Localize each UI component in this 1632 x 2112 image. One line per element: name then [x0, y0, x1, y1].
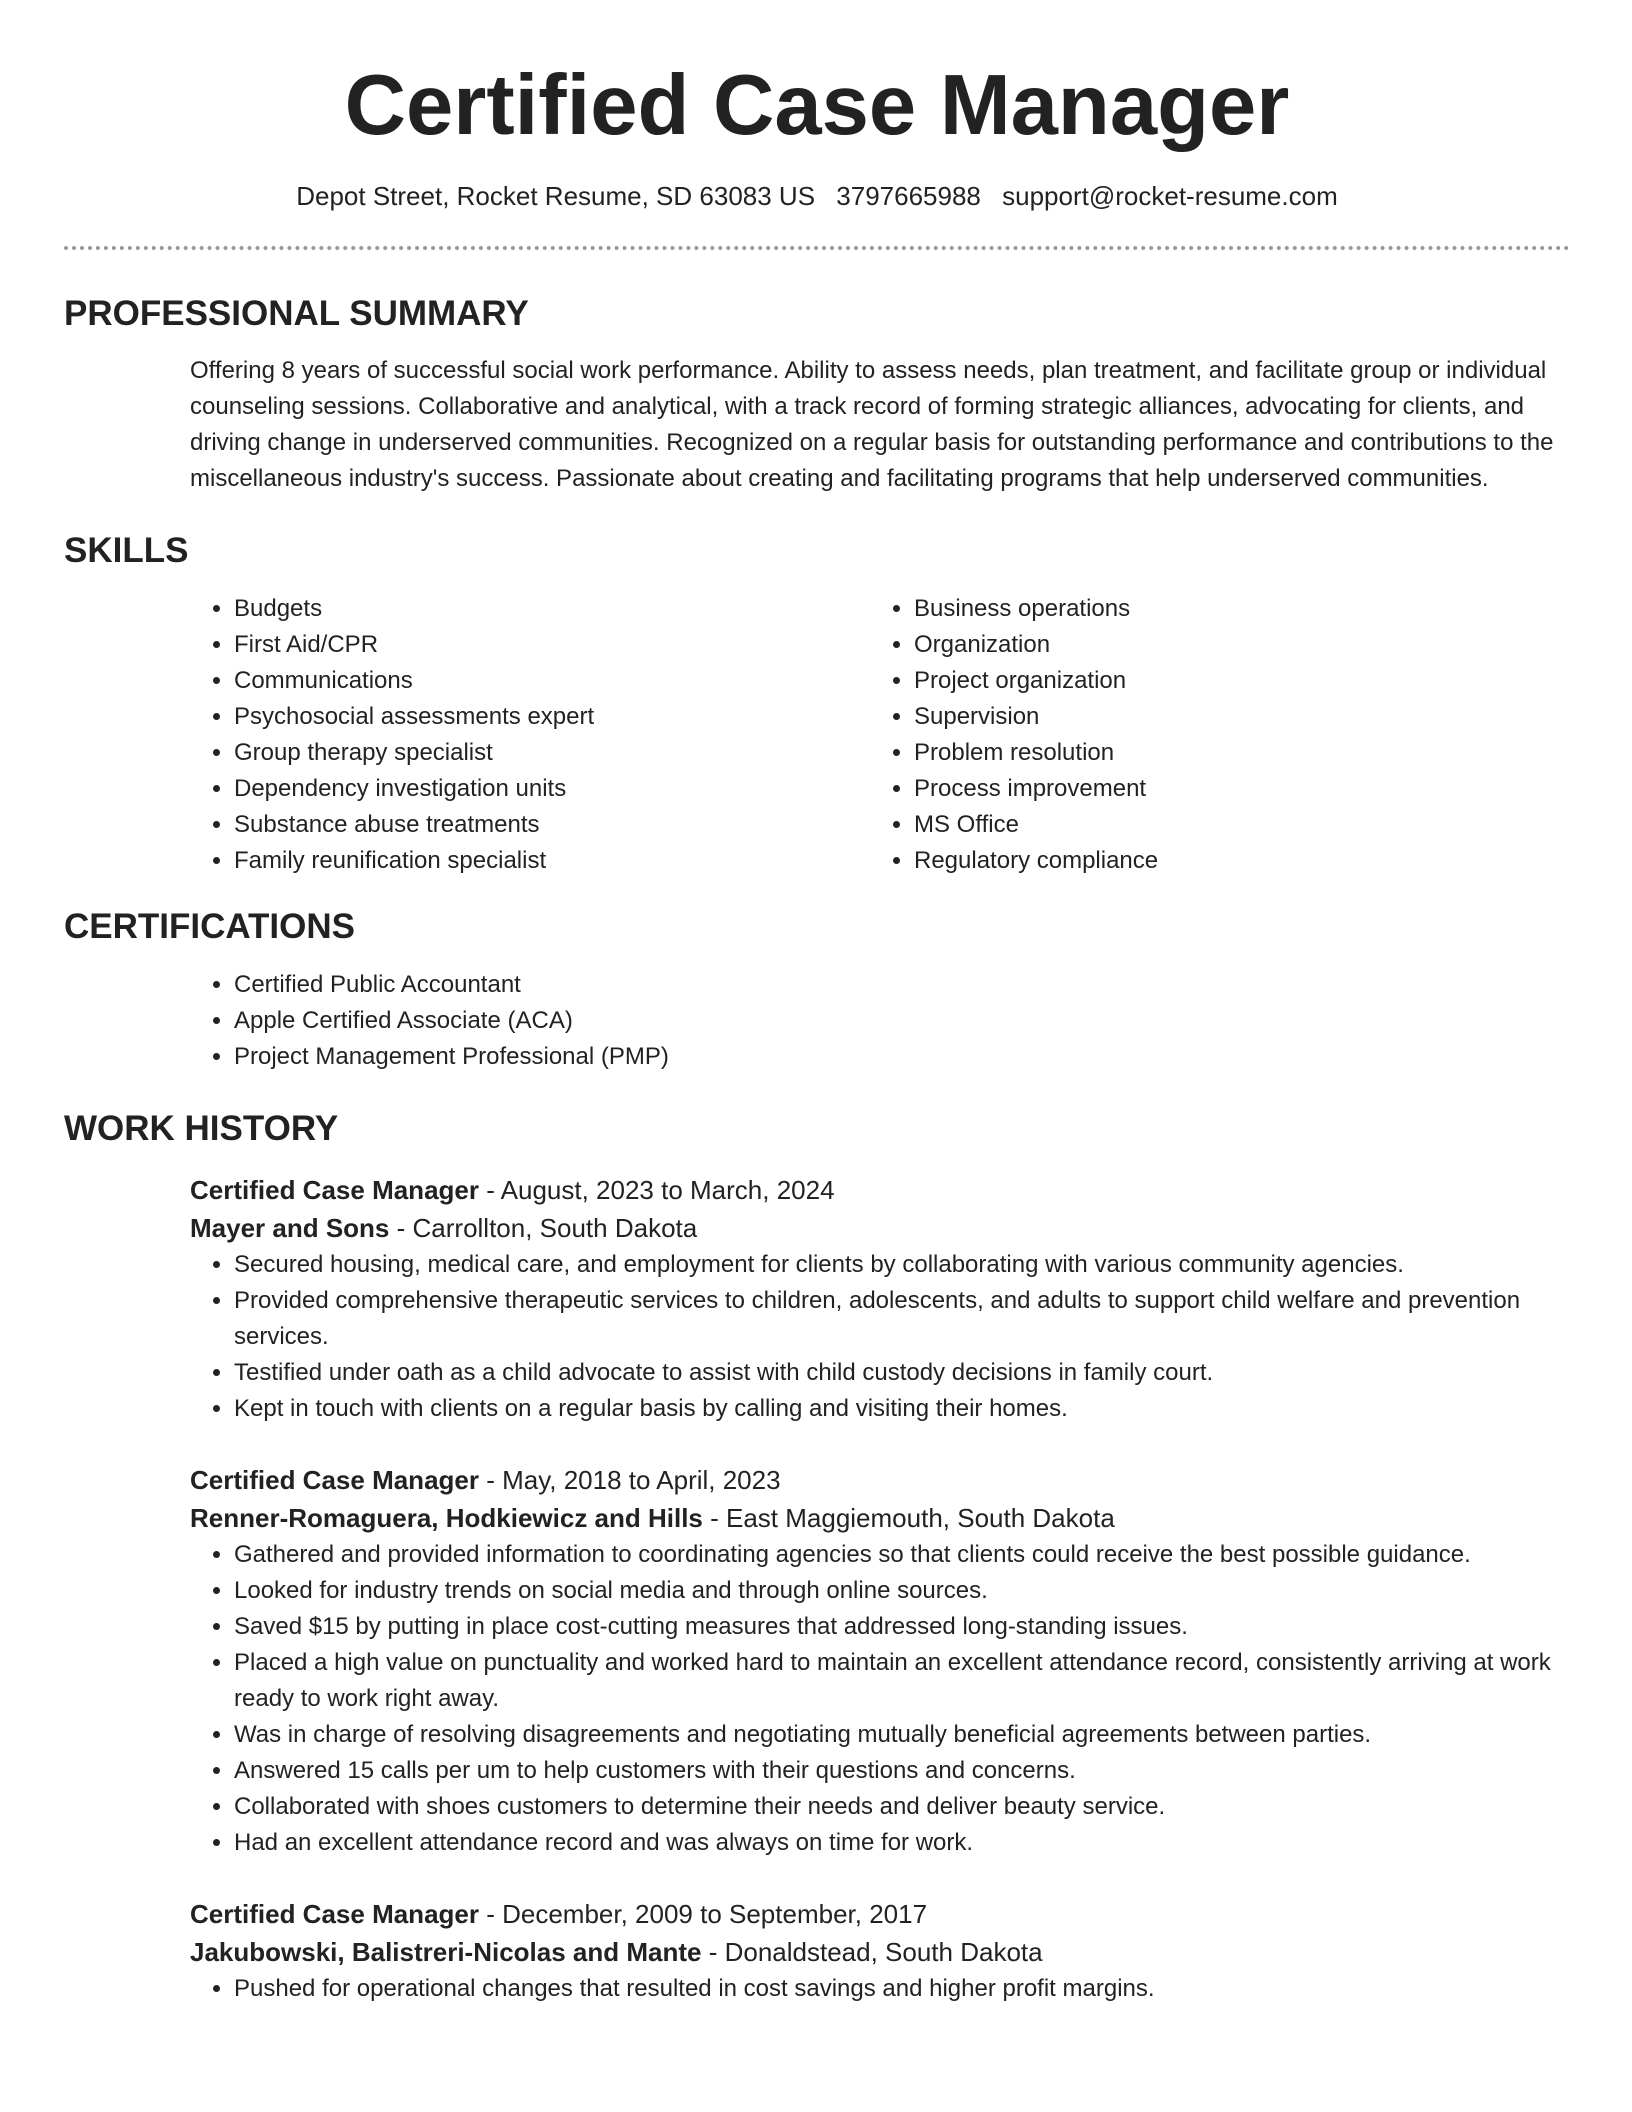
section-title-skills: SKILLS — [64, 531, 189, 570]
job-title-line — [190, 1171, 1570, 1209]
job-bullet: • Secured housing, medical care, and employment for clients by collaborating with various community agencies. — [234, 1247, 1570, 1283]
job-dates: - May, 2018 to April, 2023 — [478, 1465, 781, 1495]
resume-page — [64, 0, 1570, 2007]
job-bullet: • Kept in touch with clients on a regular basis by calling and visiting their homes. — [234, 1391, 1570, 1427]
job-role: Certified Case Manager — [190, 1465, 479, 1495]
job-dates: - December, 2009 to September, 2017 — [478, 1899, 928, 1929]
skill-item: • Business operations — [914, 591, 1550, 627]
job-bullet: • Testified under oath as a child advocate to assist with child custody decisions in family court. — [234, 1355, 1570, 1391]
job-bullet: • Pushed for operational changes that resulted in cost savings and higher profit margins. — [234, 1971, 1570, 2007]
job-title-line — [190, 1461, 1570, 1499]
skill-item: • Process improvement — [914, 771, 1550, 807]
job-bullet: • Was in charge of resolving disagreements and negotiating mutually beneficial agreements between parties. — [234, 1717, 1570, 1753]
summary-text: Offering 8 years of successful social work performance. Ability to assess needs, plan treatment, and facilitate group or individual counseling sessions. Collaborative and analytical, with a track record of forming strategic alliances, advocating for clients, and driving change in underserved communities. Recognized on a regular basis for outstanding performance and contributions to the miscellaneous industry's success. Passionate about creating and facilitating programs that help underserved communities. — [190, 357, 1554, 492]
skills-column-left — [190, 591, 870, 879]
job-bullet: • Gathered and provided information to coordinating agencies so that clients could receive the best possible guidance. — [234, 1537, 1570, 1573]
job-company: Jakubowski, Balistreri-Nicolas and Mante — [190, 1937, 702, 1967]
job-bullet: • Looked for industry trends on social media and through online sources. — [234, 1573, 1570, 1609]
skill-item: • Dependency investigation units — [234, 771, 870, 807]
skill-item: • Project organization — [914, 663, 1550, 699]
certification-item: • Project Management Professional (PMP) — [234, 1039, 1570, 1075]
job-role: Certified Case Manager — [190, 1175, 479, 1205]
skill-item: • Group therapy specialist — [234, 735, 870, 771]
skill-item: • Substance abuse treatments — [234, 807, 870, 843]
job-location: - Donaldstead, South Dakota — [701, 1937, 1043, 1967]
section-title-certifications: CERTIFICATIONS — [64, 907, 356, 946]
job-location: - Carrollton, South Dakota — [389, 1213, 698, 1243]
contact-address: Depot Street, Rocket Resume, SD 63083 US — [296, 181, 816, 211]
job-entry — [190, 1895, 1570, 2007]
job-company: Renner-Romaguera, Hodkiewicz and Hills — [190, 1503, 703, 1533]
job-bullet: • Answered 15 calls per um to help customers with their questions and concerns. — [234, 1753, 1570, 1789]
job-company-line — [190, 1209, 1570, 1247]
skill-item: • Supervision — [914, 699, 1550, 735]
skill-item: • Family reunification specialist — [234, 843, 870, 879]
job-bullet: • Had an excellent attendance record and was always on time for work. — [234, 1825, 1570, 1861]
contact-email: support@rocket-resume.com — [1002, 181, 1338, 211]
section-title-work-history: WORK HISTORY — [64, 1109, 339, 1148]
skill-item: • Budgets — [234, 591, 870, 627]
contact-line — [64, 180, 1570, 212]
job-location: - East Maggiemouth, South Dakota — [702, 1503, 1115, 1533]
skill-item: • Communications — [234, 663, 870, 699]
certification-item: • Apple Certified Associate (ACA) — [234, 1003, 1570, 1039]
job-title-line — [190, 1895, 1570, 1933]
skill-item: • Regulatory compliance — [914, 843, 1550, 879]
job-role: Certified Case Manager — [190, 1899, 479, 1929]
section-title-summary: PROFESSIONAL SUMMARY — [64, 294, 529, 333]
job-bullet: • Provided comprehensive therapeutic services to children, adolescents, and adults to support child welfare and prevention services. — [234, 1283, 1570, 1355]
job-bullet: • Collaborated with shoes customers to determine their needs and deliver beauty service. — [234, 1789, 1570, 1825]
job-company: Mayer and Sons — [190, 1213, 390, 1243]
skills-column-right — [870, 591, 1550, 879]
header-divider — [64, 246, 1570, 250]
certifications-list — [190, 967, 1570, 1075]
certification-item: • Certified Public Accountant — [234, 967, 1570, 1003]
skill-item: • First Aid/CPR — [234, 627, 870, 663]
skill-item: • Organization — [914, 627, 1550, 663]
job-bullet: • Placed a high value on punctuality and worked hard to maintain an excellent attendance record, consistently arriving at work ready to work right away. — [234, 1645, 1570, 1717]
job-entry — [190, 1171, 1570, 1427]
job-dates: - August, 2023 to March, 2024 — [478, 1175, 835, 1205]
skill-item: • Psychosocial assessments expert — [234, 699, 870, 735]
skills-grid — [190, 591, 1570, 879]
skill-item: • Problem resolution — [914, 735, 1550, 771]
job-bullet: • Saved $15 by putting in place cost-cutting measures that addressed long-standing issues. — [234, 1609, 1570, 1645]
job-entry — [190, 1461, 1570, 1861]
job-company-line — [190, 1499, 1570, 1537]
job-company-line — [190, 1933, 1570, 1971]
skill-item: • MS Office — [914, 807, 1550, 843]
resume-name: Certified Case Manager — [344, 58, 1290, 153]
contact-phone: 3797665988 — [836, 181, 981, 211]
